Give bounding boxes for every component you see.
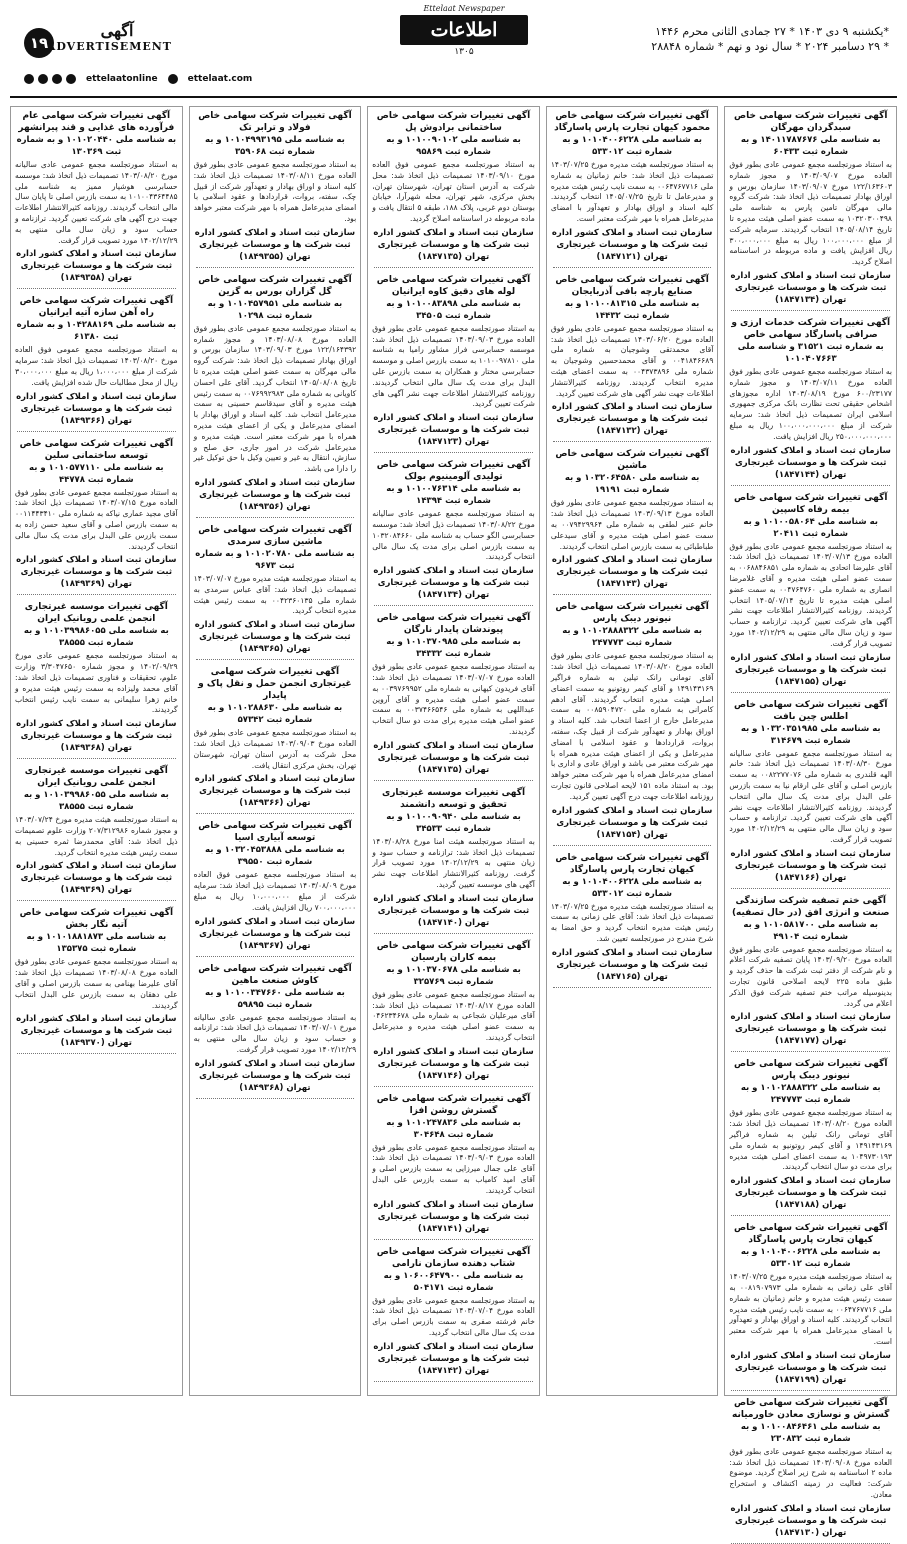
ad-issuer: سازمان ثبت اسناد و املاک کشور اداره ثبت شرکت ها و موسسات غیرتجاری تهران (۱۸۴۹۳۶۷) [194,916,356,951]
ad-issuer: سازمان ثبت اسناد و املاک کشور اداره ثبت شرکت ها و موسسات غیرتجاری تهران (۱۸۴۷۱۴۳) [551,555,713,590]
ad-divider [374,780,533,781]
ad-title: آگهی تغییرات شرکت سهامی خاص راه آهن سازه آتیه ایرانیان [19,296,174,319]
logo-title: اطلاعات [400,15,528,45]
ad-notice [372,459,535,606]
ad-registration: به شناسه ملی ۱۰۶۰۰۶۴۷۹۰۰ و به شماره ثبت ۵۰۴۱۷۱ [383,1270,524,1293]
ad-registration: به شناسه ملی ۱۰۱۰۴۵۷۹۵۱ و به شماره ثبت ۱۰۲۹۸ [207,298,343,321]
ad-notice [551,601,714,845]
ad-body: به استناد صورتجلسه هیئت مدیره مورخ ۱۴۰۳/۰۷/۲۵ تصمیمات ذیل اتخاذ شد: آقای علی زمانی به سمت رئیس هیئت مدیره انتخاب گردید و حق امضا به شرح مندرج در صورتجلسه تعیین شد. [550,901,714,943]
social-links [24,74,258,84]
ad-divider [17,900,176,901]
telegram-icon [38,74,48,84]
ad-issuer: سازمان ثبت اسناد و املاک کشور اداره ثبت شرکت ها و موسسات غیرتجاری تهران (۱۸۴۷۱۵۴) [551,805,713,840]
ad-divider [731,692,890,693]
ad-registration: به شناسه ملی ۱۴۰۱۱۷۸۷۶۷۶ و به شماره ثبت ۶۰۴۳۳ [740,135,881,157]
date-line-2: * ۲۹ دسامبر ۲۰۲۴ * سال نود و نهم * شماره ۲۸۸۴۸ [651,40,889,53]
ad-notice [372,612,535,781]
ad-divider [553,441,712,442]
ad-notice [729,317,892,486]
ad-title: آگهی تغییرات شرکت سهامی خاص کیهان تجارت پارس پاسارگاد [733,1223,888,1246]
ad-divider [731,1390,890,1391]
ad-body: به استناد صورتجلسه مجمع عمومی عادی بطور فوق العاده مورخ ۱۴۰۳/۰۷/۰۷ تصمیمات ذیل اتخاذ شد: آقای فریدون کیهانی به شماره ملی ۰۰۳۹۷۶۹۹۵۲ به سمت عضو اصلی هیئت مدیره و آقای آروین عبداللهی به شماره ملی ۰۰۳۷۴۶۶۵۴۶ به سمت عضو اصلی هیئت مدیره برای مدت دو سال انتخاب گردیدند. [372,662,535,736]
ad-registration: به شناسه ملی ۱۰۱۰۰۸۳۸۹۸ و به شماره ثبت ۳۴۵۰۵ [386,298,521,321]
ad-divider [731,310,890,311]
ad-title: آگهی تغییرات شرکت سهامی خاص کیهان تجارت پارس پاسارگاد [555,852,709,875]
ad-title: آگهی تغییرات شرکت سهامی خاص بیمه رفاه کاسپین [733,492,888,515]
ad-notice [551,852,714,988]
section-title-fa: آگهی [100,21,134,40]
ad-body: به استناد صورتجلسه مجمع عمومی عادی بطور فوق العاده مورخ ۱۴۰۳/۰۹/۰۸ تصمیمات ذیل اتخاذ شد: ماده ۲ اساسنامه به شرح زیر اصلاح گردید. موضوع شرکت: فعالیت در زمینه اکتشاف و استخراج معادن. [729,1446,893,1500]
ad-title: آگهی تغییرات شرکت سهامی خاص پیوندشان پایدار نارگان [376,613,531,636]
ad-body: به استناد صورتجلسه مجمع عمومی فوق العاده مورخ ۱۴۰۳/۰۹/۱۰ تصمیمات ذیل اتخاذ شد: محل شرکت به آدرس استان تهران، شهرستان تهران، بخش مرکزی، شهر تهران، محله شهرآرا، خیابان بوستان دوم غربی، پلاک ۱۸۸، طبقه ۵ انتقال یافت و ماده مربوطه در اساسنامه اصلاح گردید. [372,160,535,223]
ad-title: آگهی تغییرات شرکت سهامی خاص صنایع پارچه بافی آذربایجان [555,274,709,297]
ad-title: آگهی تغییرات شرکت سهامی خاص کاوش صنعت ماهین [198,963,352,986]
ad-registration: به شناسه ملی ۱۰۱۰۲۸۸۶۳۰ و به شماره ثبت ۵۷۳۴۲ [207,703,343,726]
ad-column [546,106,719,1396]
ad-title: آگهی تغییرات شرکت سهامی خاص آتیه نگار بخش [19,908,174,931]
ad-issuer: سازمان ثبت اسناد و املاک کشور اداره ثبت شرکت ها و موسسات غیرتجاری تهران (۱۸۴۷۱۴۴) [730,445,891,480]
ad-registration: به شناسه ملی ۱۰۱۰۰۳۴۷۶۶۰ و به شماره ثبت ۵۹۸۹۵ [205,987,345,1010]
ad-issuer: سازمان ثبت اسناد و املاک کشور اداره ثبت شرکت ها و موسسات غیرتجاری تهران (۱۸۴۹۳۶۵) [194,620,356,655]
ad-registration: به شناسه ملی ۱۰۱۰۲۰۷۸۰ و به شماره ثبت ۹۶۷۳ [195,548,355,571]
ad-body: به استناد صورتجلسه مجمع عمومی عادی بطور فوق العاده مورخ ۱۴۰۳/۰۹/۰۳ تصمیمات ذیل اتخاذ شد: محل شرکت به آدرس استان تهران، شهرستان تهران، بخش مرکزی انتقال یافت. [193,728,357,770]
ad-notice [729,699,892,889]
ad-registration: به شناسه ملی ۱۰۱۰۴۹۹۳۱۹۵ و به شماره ثبت ۳۵۹۰۶۸ [205,135,345,157]
ad-title: آگهی تغییرات موسسه غیرتجاری تحقیق و توسعه دانشمند [381,787,526,810]
ad-notice [729,1397,892,1544]
ad-body: به استناد صورتجلسه مجمع عمومی عادی سالیانه مورخ ۱۴۰۳/۰۸/۲۰ تصمیمات ذیل اتخاذ شد: موسسه حسابرسی هوشیار ممیز به شناسه ملی ۱۰۱۰۰۴۳۶۴۴۸۵ به سمت بازرس اصلی تا پایان سال مالی انتخاب گردیدند. روزنامه کثیرالانتشار اطلاعات جهت درج آگهی های شرکت تعیین گردید. ترازنامه و حساب سود و زیان سال مالی منتهی به ۱۴۰۲/۱۲/۲۹ مورد تصویب قرار گرفت. [15,160,178,245]
logo-year: ۱۳۰۵ [454,47,474,57]
ad-issuer: سازمان ثبت اسناد و املاک کشور اداره ثبت شرکت ها و موسسات غیرتجاری تهران (۱۸۴۷۱۶۵) [551,947,713,982]
ad-divider [196,956,355,957]
ad-registration: به شناسه ملی ۱۰۳۲۰۶۴۵۸۰ و به شماره ثبت ۱۹۱۹۱ [564,473,700,496]
ad-registration: به شناسه ملی ۱۰۱۰۱۸۸۱۸۷۳ و به شماره ثبت ۱۳۵۳۷۵ [26,932,167,955]
ad-issuer: سازمان ثبت اسناد و املاک کشور اداره ثبت شرکت ها و موسسات غیرتجاری تهران (۱۸۴۹۳۷۰) [16,1014,177,1049]
ad-divider [731,1215,890,1216]
ad-issuer: سازمان ثبت اسناد و املاک کشور اداره ثبت شرکت ها و موسسات غیرتجاری تهران (۱۸۴۷۱۹۹) [730,1350,891,1385]
ad-body: به استناد صورتجلسه مجمع عمومی عادی بطور فوق العاده مورخ ۱۴۰۳/۰۹/۰۷ و مجوز شماره ۱۲۲/۱۶۳۶۰۳ مورخ ۱۴۰۳/۰۹/۰۷ سازمان بورس و اوراق بهادار تصمیمات ذیل اتخاذ شد: شرکت گروه مالی مهرگان تامین پارس به شناسه ملی ۱۰۳۲۰۳۰۰۴۹۸ به سمت عضو اصلی هیئت مدیره تا تاریخ ۱۴۰۵/۰۸/۱۴ انتخاب گردیدند. سرمایه شرکت از مبلغ ۱۰۰،۰۰۰،۰۰۰ ریال به مبلغ ۳۰۰،۰۰۰،۰۰۰ ریال افزایش یافت و ماده مربوطه در اساسنامه اصلاح گردید. [729,160,893,267]
social-handle[interactable]: ettelaatonline [86,74,158,84]
ad-body: به استناد صورتجلسه مجمع عمومی عادی بطور فوق العاده مورخ ۱۴۰۳/۰۷/۱۱ و مجوز شماره ۶۰۰/۲۳۱۷۷ مورخ ۱۴۰۳/۰۸/۱۹ اداره مجوزهای اشخاص حقیقی تحت نظارت بانک مرکزی جمهوری اسلامی ایران تصمیمات ذیل اتخاذ شد: سرمایه شرکت از مبلغ ۱۰۰،۰۰۰،۰۰۰،۰۰۰ ریال به مبلغ ۲۵۰،۰۰۰،۰۰۰،۰۰۰ ریال افزایش یافت. [729,366,892,441]
ad-divider [196,659,355,660]
ad-notice [15,765,178,901]
ad-registration: به شناسه ملی ۱۰۱۰۰۷۶۳۱۴ و به شماره ثبت ۱۴۳۹۴ [386,484,521,507]
ad-divider [196,267,355,268]
ad-issuer: سازمان ثبت اسناد و املاک کشور اداره ثبت شرکت ها و موسسات غیرتجاری تهران (۱۸۴۷۱۴۱) [373,1199,534,1234]
ad-notice [194,666,357,814]
ad-divider [731,485,890,486]
ad-notice [194,274,357,518]
ad-body: به استناد صورتجلسه مجمع عمومی فوق العاده مورخ ۱۴۰۳/۰۸/۲۰ تصمیمات ذیل اتخاذ شد: سرمایه شرکت از مبلغ ۱،۰۰۰،۰۰۰ ریال به مبلغ ۳۰،۰۰۰،۰۰۰ ریال از محل مطالبات حال شده افزایش یافت. [15,345,178,387]
ad-body: به استناد صورتجلسه مجمع عمومی عادی بطور فوق العاده مورخ ۱۴۰۳/۰۹/۰۳ تصمیمات ذیل اتخاذ شد: آقای علی جمال میرزایی به سمت بازرس اصلی و آقای امید کامیاب به سمت بازرس علی البدل انتخاب گردیدند. [372,1142,535,1195]
ad-notice [15,110,178,289]
ad-issuer: سازمان ثبت اسناد و املاک کشور اداره ثبت شرکت ها و موسسات غیرتجاری تهران (۱۸۴۷۱۳۵) [373,227,534,262]
youtube-icon [66,74,76,84]
ad-issuer: سازمان ثبت اسناد و املاک کشور اداره ثبت شرکت ها و موسسات غیرتجاری تهران (۱۸۴۷۱۴۰) [373,893,534,928]
ad-divider [553,987,712,988]
ad-notice [551,448,714,595]
ad-title: آگهی تغییرات شرکت سهامی عام فرآورده های غذایی و قند پیرانشهر [18,111,175,133]
ad-body: به استناد صورتجلسه مجمع عمومی عادی بطور فوق العاده مورخ ۱۴۰۳/۰۷/۱۵ تصمیمات ذیل اتخاذ شد: آقای مجید عماری نیاکه به شماره ملی ۰۰۱۱۴۴۳۴۱۰ به سمت بازرس اصلی و آقای سعید حسن زاده به سمت بازرس علی البدل برای مدت یک سال مالی انتخاب گردیدند. [15,487,178,551]
web-icon [168,74,178,84]
ad-notice [194,524,357,660]
ad-title: آگهی تغییرات شرکت سهامی خاص گسترش و نوسازی معادن خاورمیانه [732,1397,890,1420]
ad-notice [372,110,535,268]
ad-title: آگهی تغییرات شرکت سهامی خاص گسترش روشن افزا [376,1093,531,1116]
ad-registration: به شناسه ملی ۱۰۳۲۰۳۵۱۹۸۵ و به شماره ثبت ۳۱۴۶۷۹ [740,723,881,746]
ad-registration: به شناسه ملی ۱۰۱۰۳۹۹۸۶۰۵۵ و به شماره ثبت ۳۸۵۵۵ [23,626,169,649]
ad-body: به استناد صورتجلسه مجمع عمومی عادی بطور فوق العاده مورخ ۱۴۰۳/۰۸/۲۰ تصمیمات ذیل اتخاذ شد: آقای تومانی رانک تیلین به شماره فراگیر ۱۴۹۱۴۳۱۶۹ و آقای کیمر روتونیو به سمت اعضای اصلی هیئت مدیره انتخاب گردیدند. آقای ادهم کامرانی به شماره ملی ۰۰۸۵۹۰۴۷۲۰ به سمت مدیرعامل خارج از اعضا انتخاب شد. کلیه اسناد و اوراق بهادار و تعهدآور شرکت از قبیل چک، سفته، بروات، قراردادها و عقود اسلامی با امضای مدیرعامل و یکی از اعضای هیئت مدیره همراه با مهر شرکت معتبر می باشد و اوراق عادی و اداری با امضای مدیرعامل همراه با مهر شرکت معتبر خواهد بود. به استناد ماده ۱۵۱ لایحه اصلاحی قانون تجارت روزنامه اطلاعات جهت درج آگهی تعیین گردید. [550,651,714,801]
ad-divider [553,267,712,268]
ad-registration: به شناسه ملی ۱۰۱۰۳۷۰۶۷۸ و به شماره ثبت ۳۲۵۷۶۹ [386,964,521,987]
ad-notice [15,438,178,596]
ad-body: به استناد صورتجلسه مجمع عمومی عادی سالیانه مورخ ۱۴۰۳/۰۷/۰۱ تصمیمات ذیل اتخاذ شد: ترازنامه و حساب سود و زیان سال مالی منتهی به ۱۴۰۲/۱۲/۲۹ مورد تصویب قرار گرفت. [193,1012,357,1054]
ad-notice [372,1093,535,1240]
ad-registration: به شناسه ملی ۱۰۱۰۲۰۴۴۰ و به شماره ثبت ۱۳۰۳۶۹ [16,135,177,157]
ad-issuer: سازمان ثبت اسناد و املاک کشور اداره ثبت شرکت ها و موسسات غیرتجاری تهران (۱۸۴۹۳۶۹) [16,861,177,896]
ad-notice [729,895,892,1053]
ad-divider [17,594,176,595]
ad-notice [551,110,714,268]
ad-divider [196,1098,355,1099]
ad-notice [372,787,535,934]
ad-registration: به شناسه ملی ۱۰۱۰۲۸۸۸۳۲۲ و به شماره ثبت ۲۴۷۷۷۳ [740,1083,881,1106]
ad-body: به استناد صورتجلسه مجمع عمومی عادی بطور فوق العاده مورخ ۱۴۰۳/۰۸/۱۱ تصمیمات ذیل اتخاذ شد: کلیه اسناد و اوراق بهادار و تعهدآور شرکت از قبیل چک، سفته، بروات، قراردادها و عقود اسلامی با امضای مدیرعامل همراه با مهر شرکت معتبر خواهد بود. [193,160,357,223]
ad-title: آگهی تغییرات شرکت خدمات ارزی و صرافی پاسارگاد سهامی خاص [731,317,891,340]
ad-registration: به شناسه ملی ۱۰۱۰۲۴۷۸۳۶ و به شماره ثبت ۳۰۴۶۴۸ [386,1117,521,1140]
ad-issuer: سازمان ثبت اسناد و املاک کشور اداره ثبت شرکت ها و موسسات غیرتجاری تهران (۱۸۴۹۳۵۶) [194,477,356,512]
ad-notice [372,940,535,1087]
ad-divider [17,431,176,432]
ad-registration: به شناسه ملی ۱۰۱۰۰۸۱۳۱۵ و به شماره ثبت ۱۴۴۳۲ [564,298,700,321]
section-title-en: ADVERTISEMENT [46,40,172,53]
ad-registration: به شناسه ملی ۱۰۱۰۰۸۴۶۴۶۱ و به شماره ثبت ۲۳۰۸۳۲ [740,1421,881,1444]
ad-issuer: سازمان ثبت اسناد و املاک کشور اداره ثبت شرکت ها و موسسات غیرتجاری تهران (۱۸۴۹۳۶۸) [194,1058,356,1093]
ad-notice [194,963,357,1099]
ad-notice [729,110,892,311]
ad-registration: به شناسه ملی ۱۰۱۰۰۹۰۱۰۲ و به شماره ثبت ۹۵۸۶۹ [386,135,521,157]
section-label [46,21,172,53]
ad-issuer: سازمان ثبت اسناد و املاک کشور اداره ثبت شرکت ها و موسسات غیرتجاری تهران (۱۸۴۷۱۲۱) [551,227,713,262]
ad-issuer: سازمان ثبت اسناد و املاک کشور اداره ثبت شرکت ها و موسسات غیرتجاری تهران (۱۸۴۷۱۳۵) [373,740,534,775]
ad-divider [374,1381,533,1382]
ad-title: آگهی تغییرات شرکت سهامی غیرتجاری انجمن حمل و نقل پاک و پایدار [198,667,352,702]
ad-issuer: سازمان ثبت اسناد و املاک کشور اداره ثبت شرکت ها و موسسات غیرتجاری تهران (۱۸۴۷۱۲۳) [373,413,534,448]
ad-divider [17,758,176,759]
ad-divider [731,888,890,889]
ad-body: به استناد صورتجلسه مجمع عمومی عادی بطور فوق العاده مورخ ۱۴۰۳/۰۶/۲۰ تصمیمات ذیل اتخاذ شد: آقای محمدتقی وشوجیان به شماره ملی ۰۰۴۱۸۴۶۶۸۹ و آقای محمدحسین وشوجیان به شماره ملی ۰۰۴۳۷۳۸۹۶ به سمت اعضای هیئت مدیره انتخاب گردیدند. روزنامه کثیرالانتشار اطلاعات جهت نشر آگهی های شرکت تعیین گردید. [550,323,714,398]
ad-issuer: سازمان ثبت اسناد و املاک کشور اداره ثبت شرکت ها و موسسات غیرتجاری تهران (۱۸۴۹۳۵۵) [194,227,356,262]
ad-title: آگهی تغییرات شرکت سهامی خاص بیمه کاران پارسیان [376,940,531,963]
ad-title: آگهی تغییرات شرکت سهامی خاص تولیدی آلومینیوم بولک [376,460,531,483]
ad-registration: به شناسه ملی ۱۰۱۰۳۹۹۸۶۰۵۵ و به شماره ثبت ۳۸۵۵۵ [23,790,169,813]
page-number: ۱۹ [24,28,54,58]
ad-body: به استناد صورتجلسه مجمع عمومی عادی بطور فوق العاده مورخ ۱۴۰۳/۰۸/۰۸ تصمیمات ذیل اتخاذ شد: آقای علیرضا بهنامی به سمت بازرس اصلی و آقای علی دهقان به سمت بازرس علی البدل انتخاب گردیدند. [15,957,178,1010]
ad-issuer: سازمان ثبت اسناد و املاک کشور اداره ثبت شرکت ها و موسسات غیرتجاری تهران (۱۸۴۷۱۳۴) [373,566,534,601]
ad-issuer: سازمان ثبت اسناد و املاک کشور اداره ثبت شرکت ها و موسسات غیرتجاری تهران (۱۸۴۹۳۶۹) [16,555,177,590]
ad-body: به استناد صورتجلسه مجمع عمومی عادی سالیانه مورخ ۱۴۰۳/۰۸/۲۲ تصمیمات ذیل اتخاذ شد: موسسه حسابرسی الگو حساب به شناسه ملی ۱۰۳۲۰۸۴۶۶۰ به سمت بازرس اصلی برای مدت یک سال مالی انتخاب گردیدند. [372,509,535,562]
ad-issuer: سازمان ثبت اسناد و املاک کشور اداره ثبت شرکت ها و موسسات غیرتجاری تهران (۱۸۴۹۳۶۶) [194,774,356,809]
ad-body: به استناد صورتجلسه مجمع عمومی عادی بطور فوق العاده مورخ ۱۴۰۳/۰۷/۰۴ تصمیمات ذیل اتخاذ شد: خانم فرشته صفری به سمت بازرس اصلی برای مدت یک سال مالی انتخاب گردید. [372,1295,535,1338]
ad-notice [15,295,178,431]
ad-divider [374,933,533,934]
ad-registration: به شناسه ملی ۱۰۱۰۳۷۰۹۸۵ و به شماره ثبت ۳۴۳۳۲ [386,637,521,660]
ad-notice [15,907,178,1054]
ad-notice [729,492,892,693]
ad-divider [374,1086,533,1087]
logo-arc-text: Ettelaat Newspaper [423,4,505,13]
ad-body: به استناد صورتجلسه مجمع عمومی عادی بطور فوق العاده مورخ ۱۴۰۳/۰۸/۰۸ و مجوز شماره ۱۲۲/۱۶۴۳۹۲ مورخ ۱۴۰۳/۰۹/۰۳ سازمان بورس و اوراق بهادار تصمیمات ذیل اتخاذ شد: شرکت گروه مالی مهرگان به سمت عضو اصلی هیئت مدیره تا تاریخ ۱۴۰۵/۰۸/۰۸ انتخاب گردید. آقای علی احسان کاویانی به شماره ملی ۰۰۷۶۹۹۲۹۸۳ به سمت رئیس هیئت مدیره و آقای سیدقاسم حسینی به سمت مدیرعامل انتخاب شد. کلیه اسناد و اوراق بهادار با امضای مدیرعامل و یکی از اعضای هیئت مدیره همراه با مهر شرکت معتبر است. هیئت مدیره و مدیرعامل شرکت در امور جاری، حق صلح و سازش، انتقال به غیر و تعیین وکیل با حق توکیل غیر را دارا می باشد. [193,323,357,474]
ad-columns [10,98,897,1538]
ad-title: آگهی تغییرات شرکت سهامی خاص شتاب دهنده سازمان نارامی [376,1246,531,1269]
ad-issuer: سازمان ثبت اسناد و املاک کشور اداره ثبت شرکت ها و موسسات غیرتجاری تهران (۱۸۴۹۳۶۶) [16,391,177,426]
ad-body: به استناد صورتجلسه مجمع عمومی عادی بطور فوق العاده مورخ ۱۴۰۳/۰۹/۱۳ تصمیمات ذیل اتخاذ شد: خانم عنبر لطفی به شماره ملی ۰۰۷۹۴۲۹۹۶۴ به سمت عضو اصلی هیئت مدیره و آقای سیدعلی طباطبائی به سمت بازرس اصلی انتخاب گردیدند. [550,498,714,551]
ad-title: آگهی تغییرات شرکت سهامی خاص ماشین سازی سرمدی [198,524,352,547]
page-header [10,0,897,98]
ad-registration: به شناسه ملی ۱۰۱۰۰۵۸۰۶۴ و به شماره ثبت ۲۰۴۱۱ [743,516,878,539]
ad-divider [17,1053,176,1054]
ad-notice [372,274,535,453]
twitter-icon [52,74,62,84]
ad-title: آگهی تغییرات شرکت سهامی خاص توسعه آبیاری اسیا [198,821,352,844]
ad-issuer: سازمان ثبت اسناد و املاک کشور اداره ثبت شرکت ها و موسسات غیرتجاری تهران (۱۸۴۷۱۸۸) [730,1176,891,1211]
ad-notice [194,820,357,956]
ad-title: آگهی ختم تصفیه شرکت سازندگی صنعت و انرژی افق (در حال تصفیه) [731,895,890,918]
ad-registration: به شناسه ملی ۱۰۱۰۴۰۰۶۲۲۸ و به شماره ثبت ۵۳۳۰۱۲ [562,135,702,157]
ad-body: به استناد صورتجلسه هیئت مدیره مورخ ۱۴۰۳/۰۷/۲۵ آقای علی زمانی به شماره ملی ۰۰۸۱۹۰۷۹۷۳ به سمت رئیس هیئت مدیره و خانم زمانیان به شماره ملی ۰۰۶۴۷۶۷۷۱۶ به سمت نایب رئیس هیئت مدیره انتخاب گردیدند. کلیه اسناد و اوراق بهادار و تعهدآور با امضای مدیرعامل همراه با مهر شرکت معتبر است. [729,1272,893,1347]
ad-title: آگهی تغییرات موسسه غیرتجاری انجمن علمی رویانیک ایران [24,602,168,625]
ad-title: آگهی تغییرات شرکت سهامی خاص گل گزاران بورس به گزین [198,274,352,297]
ad-registration: به شناسه ملی ۱۰۱۰۲۸۸۸۳۲۲ و به شماره ثبت ۲۴۷۷۷۳ [562,626,702,649]
ad-body: به استناد صورتجلسه مجمع عمومی عادی سالیانه مورخ ۱۴۰۳/۰۸/۳۰ تصمیمات ذیل اتخاذ شد: خانم الهه قلندری به شماره ملی ۰۰۸۲۲۷۷۰۷۶ به سمت بازرس اصلی و آقای علی ارقام نیا به سمت بازرس علی البدل برای مدت یک سال مالی انتخاب گردیدند. روزنامه کثیرالانتشار اطلاعات جهت نشر آگهی های شرکت تعیین گردید. ترازنامه و حساب سود و زیان سال مالی منتهی به ۱۴۰۲/۱۲/۲۹ مورد تصویب قرار گرفت. [729,748,892,844]
ad-divider [374,452,533,453]
ad-body: به استناد صورتجلسه مجمع عمومی عادی بطور فوق العاده مورخ ۱۴۰۳/۰۸/۱۷ تصمیمات ذیل اتخاذ شد: آقای میرعلیان شجاعی به شماره ملی ۰۴۶۲۳۴۶۷۸ به سمت عضو اصلی هیئت مدیره و مدیرعامل انتخاب گردیدند. [372,989,535,1042]
ad-title: آگهی تغییرات موسسه غیرتجاری انجمن علمی رویانیک ایران [24,766,168,789]
ad-registration: به شناسه ملی ۱۰۱۰۵۸۱۷۰۰ و به شماره ثبت ۴۹۱۰۴ [743,919,878,942]
ad-title: آگهی تغییرات شرکت سهامی خاص فولاد و ترابر تک [198,111,352,133]
ad-registration: به شناسه ملی ۱۰۳۲۰۴۵۳۸۸۸ و به شماره ثبت ۳۹۵۵۰ [205,845,345,868]
ad-body: به استناد صورتجلسه هیئت امنا مورخ ۱۴۰۳/۰۸/۲۸ تصمیمات ذیل اتخاذ شد: ترازنامه و حساب سود و زیان منتهی به ۱۴۰۲/۱۲/۲۹ مورد تصویب قرار گرفت. روزنامه کثیرالانتشار اطلاعات جهت نشر آگهی های موسسه تعیین گردید. [372,836,535,889]
ad-divider [374,267,533,268]
ad-body: به استناد صورتجلسه هیئت مدیره مورخ ۱۴۰۳/۰۷/۲۴ و مجوز شماره ۲۰۷/۳۱۲۹۸۶ وزارت علوم تصمیمات ذیل اتخاذ شد: آقای محمدرضا ثمره حسینی به سمت رئیس هیئت مدیره انتخاب گردید. [15,815,178,857]
ad-divider [553,594,712,595]
ad-issuer: سازمان ثبت اسناد و املاک کشور اداره ثبت شرکت ها و موسسات غیرتجاری تهران (۱۸۴۷۱۶۶) [730,848,891,883]
date-line-1: *یکشنبه ۹ دی ۱۴۰۳ * ۲۷ جمادی الثانی محرم ۱۴۴۶ [655,25,889,38]
ad-body: به استناد صورتجلسه مجمع عمومی عادی بطور فوق العاده مورخ ۱۴۰۳/۰۸/۲۰ تصمیمات ذیل اتخاذ شد: آقای تومانی رانک تیلین به شماره فراگیر ۱۴۹۱۴۳۱۶۹ و آقای کیمر روتونیو به شماره ملی ۱۰۴۹۷۳۰۱۹۳ به سمت اعضای اصلی هیئت مدیره برای مدت دو سال انتخاب گردیدند. [729,1108,892,1172]
ad-title: آگهی تغییرات شرکت سهامی خاص ساختمانی برادوش پل [376,111,531,133]
ad-title: آگهی تغییرات شرکت سهامی خاص محمود کیهان تجارت پارس پاسارگاد [554,111,711,133]
ad-registration: به شناسه ملی ۱۰۱۰۴۰۰۶۲۲۸ و به شماره ثبت ۵۳۳۰۱۲ [740,1247,881,1270]
ad-column [189,106,362,1396]
issue-date [609,24,889,54]
ad-issuer: سازمان ثبت اسناد و املاک کشور اداره ثبت شرکت ها و موسسات غیرتجاری تهران (۱۸۴۷۱۴۶) [373,1046,534,1081]
ad-issuer: سازمان ثبت اسناد و املاک کشور اداره ثبت شرکت ها و موسسات غیرتجاری تهران (۱۸۴۷۱۳۴) [730,270,891,305]
ad-title: آگهی تغییرات شرکت سهامی خاص نیونور دیبک پارس [555,602,709,625]
ad-registration: به شناسه ملی ۱۰۱۰۴۰۰۶۲۲۸ و به شماره ثبت ۵۳۳۰۱۲ [562,876,702,899]
instagram-icon [24,74,34,84]
ad-divider [374,605,533,606]
ad-notice [729,1058,892,1216]
ad-divider [731,1051,890,1052]
ad-issuer: سازمان ثبت اسناد و املاک کشور اداره ثبت شرکت ها و موسسات غیرتجاری تهران (۱۸۴۷۱۳۰) [730,1503,891,1538]
ad-issuer: سازمان ثبت اسناد و املاک کشور اداره ثبت شرکت ها و موسسات غیرتجاری تهران (۱۸۴۷۱۳۲) [551,402,713,437]
ad-column [367,106,540,1396]
ad-notice [372,1246,535,1382]
ad-body: به استناد صورتجلسه مجمع عمومی عادی مورخ ۱۴۰۲/۰۹/۲۹ و مجوز شماره ۳/۳۰۴۷۶۵۰ وزارت علوم، تحقیقات و فناوری تصمیمات ذیل اتخاذ شد: آقای محمد ولیزاده به سمت رئیس هیئت مدیره و خانم زهرا سلیمانی به سمت نایب رئیس انتخاب گردیدند. [15,651,178,715]
ad-title: آگهی تغییرات شرکت سهامی خاص ماشین [555,449,709,472]
ad-divider [17,288,176,289]
ad-notice [551,274,714,443]
ad-registration: به شناسه ملی ۱۰۴۲۸۸۱۶۹ و به شماره ثبت ۶۱۳۸۰ [16,320,177,343]
ad-divider [553,845,712,846]
website-link[interactable]: ettelaat.com [187,74,253,84]
ad-issuer: سازمان ثبت اسناد و املاک کشور اداره ثبت شرکت ها و موسسات غیرتجاری تهران (۱۸۴۹۳۵۸) [16,249,177,284]
ad-notice [15,601,178,759]
ad-registration: به شناسه ملی ۱۰۱۰۵۷۷۱۱۰ و به شماره ثبت ۴۴۷۷۸ [29,462,164,485]
ad-divider [196,813,355,814]
ad-issuer: سازمان ثبت اسناد و املاک کشور اداره ثبت شرکت ها و موسسات غیرتجاری تهران (۱۸۴۷۱۴۲) [373,1341,534,1376]
ad-issuer: سازمان ثبت اسناد و املاک کشور اداره ثبت شرکت ها و موسسات غیرتجاری تهران (۱۸۴۷۱۵۵) [730,652,891,687]
ad-notice [194,110,357,268]
ad-body: به استناد صورتجلسه مجمع عمومی عادی بطور فوق العاده مورخ ۱۴۰۳/۰۹/۰۳ تصمیمات ذیل اتخاذ شد: موسسه حسابرسی فراز مشاور رامیا به شناسه ملی ۱۰۱۰۰۹۷۸۱۰ به سمت بازرس اصلی و موسسه حسابرسی مختار و همکاران به سمت بازرس علی البدل برای مدت یک سال مالی انتخاب گردیدند. روزنامه کثیرالانتشار اطلاعات جهت نشر آگهی های شرکت تعیین گردید. [372,323,535,409]
ad-issuer: سازمان ثبت اسناد و املاک کشور اداره ثبت شرکت ها و موسسات غیرتجاری تهران (۱۸۴۷۱۷۷) [730,1012,891,1047]
ad-issuer: سازمان ثبت اسناد و املاک کشور اداره ثبت شرکت ها و موسسات غیرتجاری تهران (۱۸۴۹۳۶۸) [16,719,177,754]
ad-body: به استناد صورتجلسه مجمع عمومی عادی بطور فوق العاده مورخ ۱۴۰۳/۰۷/۱۳ تصمیمات ذیل اتخاذ شد: آقای علیرضا اتحادی به شماره ملی ۰۰۶۸۸۴۶۸۵۱ به سمت عضو اصلی هیئت مدیره و آقای غلامرضا انصاری به شماره ملی ۰۰۴۷۶۴۷۶۰ به سمت عضو اصلی هیئت مدیره تا تاریخ ۱۴۰۵/۰۷/۱۴ انتخاب گردیدند. روزنامه کثیرالانتشار اطلاعات جهت نشر آگهی های شرکت تعیین گردید. ترازنامه و حساب سود و زیان سال مالی منتهی به ۱۴۰۲/۱۲/۲۹ مورد تصویب قرار گرفت. [729,541,893,648]
newspaper-logo [390,4,538,76]
ad-divider [374,1239,533,1240]
ad-divider [196,517,355,518]
ad-column [724,106,897,1538]
ad-title: آگهی تغییرات شرکت سهامی خاص سبدگردان مهرگان [733,111,888,133]
ad-title: آگهی تغییرات شرکت سهامی خاص توسعه ساختمانی سلین [19,438,174,461]
ad-registration: به شماره ثبت ۳۱۵۲۱ و شناسه ملی ۱۰۱۰۴۰۷۶۶۳ [737,341,884,364]
ad-title: آگهی تغییرات شرکت سهامی خاص لوله های دقیق کاوه ایرانیان [376,274,531,297]
ad-body: به استناد صورتجلسه مجمع عمومی فوق العاده مورخ ۱۴۰۳/۰۸/۰۹ تصمیمات ذیل اتخاذ شد: سرمایه شرکت از مبلغ ۱۰،۰۰۰،۰۰۰ ریال به مبلغ ۷۰۰،۰۰۰،۰۰۰ ریال افزایش یافت. [193,870,357,912]
ad-title: آگهی تغییرات شرکت سهامی خاص اطلس چین بافت [733,699,888,722]
ad-body: به استناد صورتجلسه هیئت مدیره مورخ ۱۴۰۳/۰۷/۰۷ تصمیمات ذیل اتخاذ شد: آقای عباس سرمدی به شماره ملی ۰۰۴۲۳۶۰۱۳۵ به سمت رئیس هیئت مدیره انتخاب گردید. [193,573,357,616]
ad-registration: به شناسه ملی ۱۰۱۰۰۹۰۹۴۰ و به شماره ثبت ۳۴۵۳۳ [386,811,521,834]
ad-title: آگهی تغییرات شرکت سهامی خاص نیونور دیبک پارس [733,1059,888,1082]
ad-column [10,106,183,1396]
ad-body: به استناد صورتجلسه هیئت مدیره مورخ ۱۴۰۳/۰۷/۲۵ تصمیمات ذیل اتخاذ شد: خانم زمانیان به شماره ملی ۰۰۶۴۷۶۷۷۱۶ به سمت نایب رئیس هیئت مدیره و مدیرعامل تا تاریخ ۱۴۰۵/۰۷/۲۵ انتخاب گردیدند. کلیه اسناد و اوراق بهادار و تعهدآور با امضای مدیرعامل همراه با مهر شرکت معتبر است. [550,160,714,223]
ad-notice [729,1222,892,1391]
ad-body: به استناد صورتجلسه مجمع عمومی عادی بطور فوق العاده مورخ ۱۴۰۳/۰۹/۲۰ پایان تصفیه شرکت اعلام و نام شرکت از دفتر ثبت شرکت ها حذف گردید و طبق ماده ۲۲۵ لایحه اصلاحی قانون تجارت بدینوسیله مراتب ختم تصفیه شرکت فوق الذکر اعلام می گردد. [729,944,892,1008]
